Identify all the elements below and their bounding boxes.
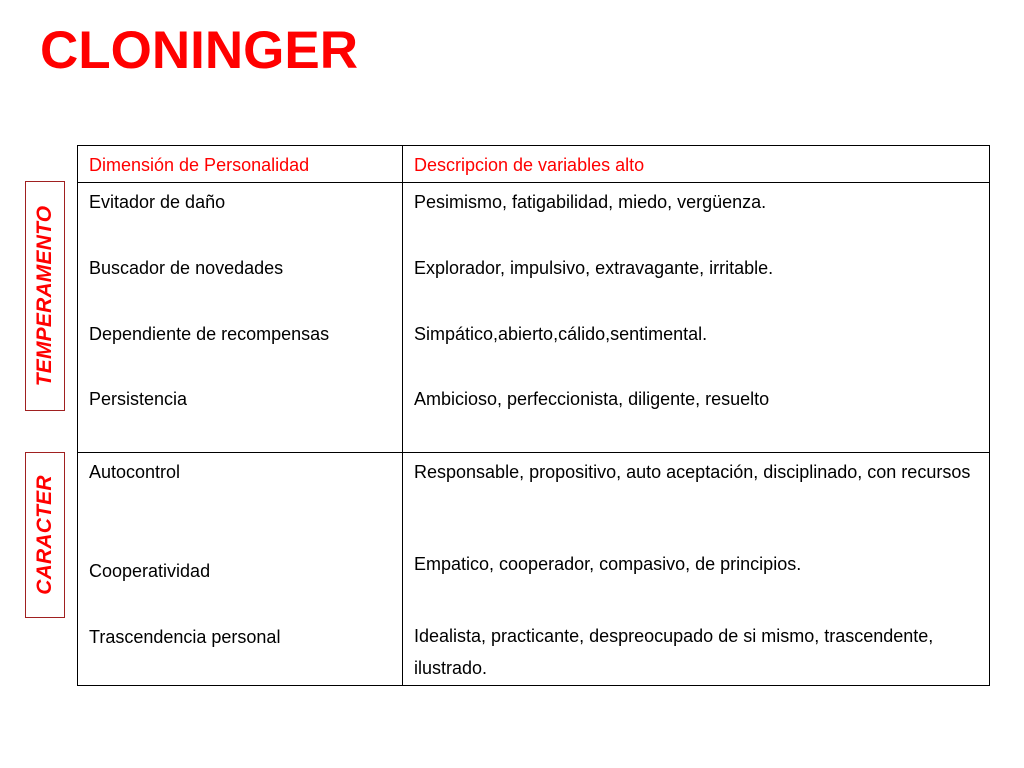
table-cell-dimension: Autocontrol (89, 462, 181, 482)
table-cell-dimension: Buscador de novedades (89, 258, 284, 278)
table-cell-description: Idealista, practicante, despreocupado de si mismo, trascendente, ilustrado. (414, 626, 934, 678)
table-cell-description: Pesimismo, fatigabilidad, miedo, vergüenza. (414, 192, 767, 212)
section-divider (78, 452, 989, 453)
temperamento-label-box (25, 181, 65, 411)
table-cell-dimension: Persistencia (89, 389, 188, 409)
header-divider (78, 182, 989, 183)
caracter-label-box (25, 452, 65, 618)
header-dimension: Dimensión de Personalidad (89, 155, 310, 175)
table-cell-dimension: Trascendencia personal (89, 627, 281, 647)
table-cell-dimension: Evitador de daño (89, 192, 226, 212)
caracter-label: CARACTER (33, 475, 56, 595)
page-title: CLONINGER (40, 21, 358, 80)
table-cell-description: Explorador, impulsivo, extravagante, irritable. (414, 258, 774, 278)
temperamento-label: TEMPERAMENTO (33, 205, 56, 387)
header-description: Descripcion de variables alto (414, 155, 645, 175)
table-cell-description: Responsable, propositivo, auto aceptación, disciplinado, con recursos (414, 462, 971, 482)
table-cell-description: Simpático,abierto,cálido,sentimental. (414, 324, 708, 344)
table-cell-description: Empatico, cooperador, compasivo, de principios. (414, 554, 802, 574)
personality-table (77, 145, 990, 686)
table-cell-dimension: Dependiente de recompensas (89, 324, 330, 344)
column-divider (402, 146, 403, 685)
table-cell-description: Ambicioso, perfeccionista, diligente, resuelto (414, 389, 770, 409)
table-cell-dimension: Cooperatividad (89, 561, 211, 581)
